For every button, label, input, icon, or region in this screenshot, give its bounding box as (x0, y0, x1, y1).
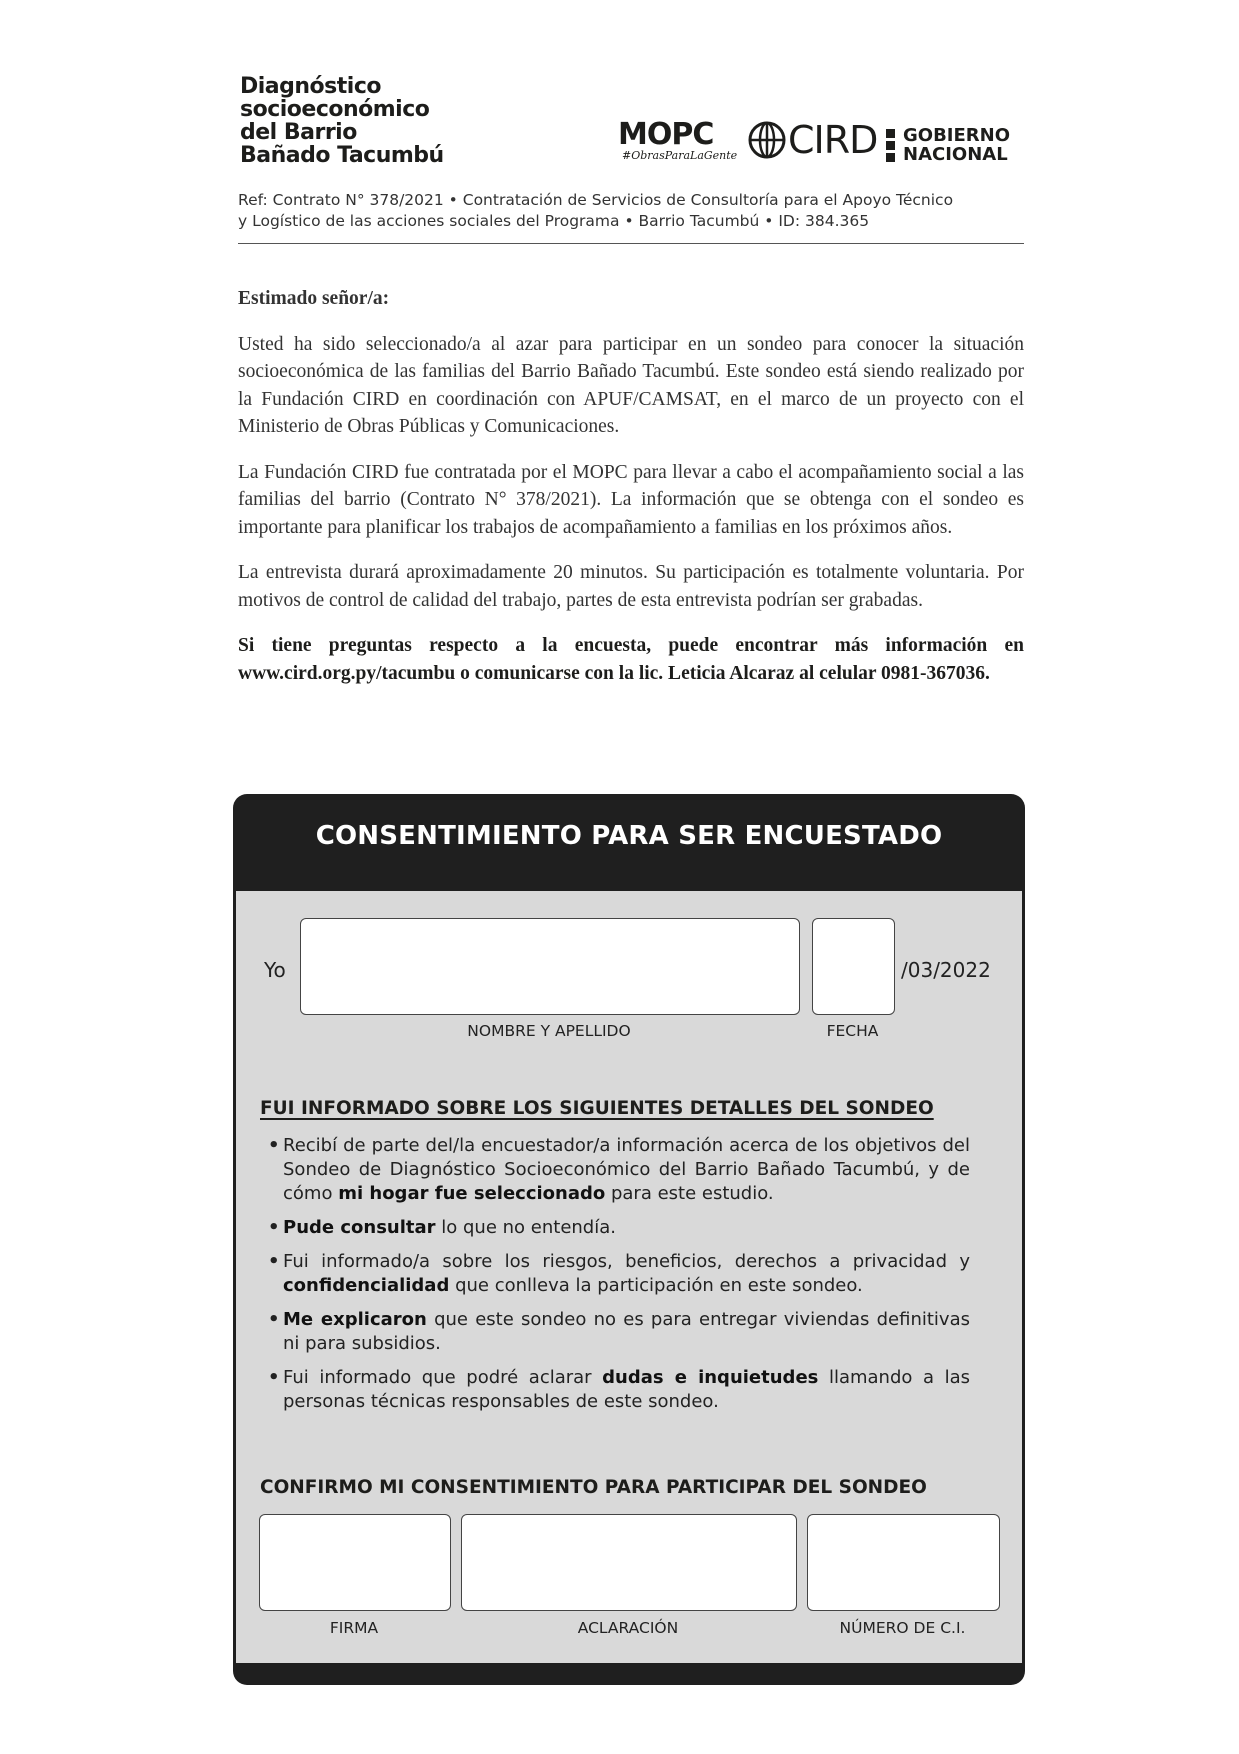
paragraph: La entrevista durará aproximadamente 20 minutos. Su participación es totalmente voluntaria. Por motivos de control de calidad del trabajo, partes de esta entrevista podrían ser grabadas. (238, 562, 1024, 611)
list-item: • Fui informado/a sobre los riesgos, beneficios, derechos a privacidad y confidencialidad que conlleva la participación en este sondeo. (268, 1250, 970, 1298)
list-item: • Me explicaron que este sondeo no es para entregar viviendas definitivas ni para subsidios. (268, 1308, 970, 1356)
id-number-label: NÚMERO DE C.I. (839, 1619, 966, 1637)
globe-icon (748, 121, 786, 159)
flag-bars-icon (886, 129, 895, 162)
reference-line: Ref: Contrato N° 378/2021 • Contratación de Servicios de Consultoría para el Apoyo Técnico (238, 191, 954, 209)
letter-body (238, 285, 1024, 705)
name-field-label: NOMBRE Y APELLIDO (467, 1022, 631, 1040)
informed-list (268, 1134, 970, 1424)
title-line: Bañado Tacumbú (240, 143, 444, 168)
mopc-logo (618, 117, 738, 162)
contact-paragraph: Si tiene preguntas respecto a la encuesta, puede encontrar más información en www.cird.org.py/tacumbu o comunicarse con la lic. Leticia Alcaraz al celular 0981-367036. (238, 635, 1024, 684)
confirm-heading: CONFIRMO MI CONSENTIMIENTO PARA PARTICIPAR DEL SONDEO (260, 1477, 927, 1498)
gobierno-logo-line: NACIONAL (903, 144, 1008, 165)
paragraph: La Fundación CIRD fue contratada por el MOPC para llevar a cabo el acompañamiento social a las familias del barrio (Contrato N° 378/2021). La información que se obtenga con el sondeo es importante para planificar los trabajos de acompañamiento a familias en los próximos años. (238, 461, 1024, 538)
informed-heading: FUI INFORMADO SOBRE LOS SIGUIENTES DETALLES DEL SONDEO (260, 1098, 934, 1119)
yo-label: Yo (264, 958, 286, 982)
mopc-logo-tagline: #ObrasParaLaGente (622, 149, 738, 162)
list-item: • Fui informado que podré aclarar dudas e inquietudes llamando a las personas técnicas responsables de este sondeo. (268, 1366, 970, 1414)
signature-field[interactable] (259, 1514, 451, 1611)
id-number-field[interactable] (807, 1514, 1000, 1611)
gobierno-nacional-logo (886, 126, 1010, 164)
title-line: socioeconómico (240, 97, 430, 122)
title-line: Diagnóstico (240, 74, 381, 99)
paragraph: Usted ha sido seleccionado/a al azar para participar en un sondeo para conocer la situación socioeconómica de las familias del Barrio Bañado Tacumbú. Este sondeo está siendo realizado por la Fundación CIRD en coordinación con APUF/CAMSAT, en el marco de un proyecto con el Ministerio de Obras Públicas y Comunicaciones. (238, 333, 1024, 437)
date-day-field[interactable] (812, 918, 895, 1015)
mopc-logo-text: MOPC (618, 117, 714, 152)
clarification-field[interactable] (461, 1514, 797, 1611)
cird-logo-text: CIRD (788, 118, 878, 162)
signature-label: FIRMA (329, 1619, 379, 1637)
header-divider (238, 243, 1024, 244)
consent-title: CONSENTIMIENTO PARA SER ENCUESTADO (315, 821, 943, 851)
list-item: • Recibí de parte del/la encuestador/a información acerca de los objetivos del Sondeo de Diagnóstico Socioeconómico del Barrio Bañado Tacumbú, y de cómo mi hogar fue seleccionado para este estudio. (268, 1134, 970, 1206)
document-title (240, 75, 444, 167)
contract-reference (238, 190, 1018, 232)
name-field[interactable] (300, 918, 800, 1015)
gobierno-logo-line: GOBIERNO (903, 125, 1011, 146)
greeting: Estimado señor/a: (238, 288, 390, 309)
reference-line: y Logístico de las acciones sociales del Programa • Barrio Tacumbú • ID: 384.365 (238, 212, 870, 230)
date-field-label: FECHA (826, 1022, 879, 1040)
cird-logo (748, 120, 877, 160)
title-line: del Barrio (240, 120, 357, 145)
list-item: • Pude consultar lo que no entendía. (268, 1216, 970, 1240)
clarification-label: ACLARACIÓN (577, 1619, 679, 1637)
date-suffix: /03/2022 (901, 958, 991, 982)
